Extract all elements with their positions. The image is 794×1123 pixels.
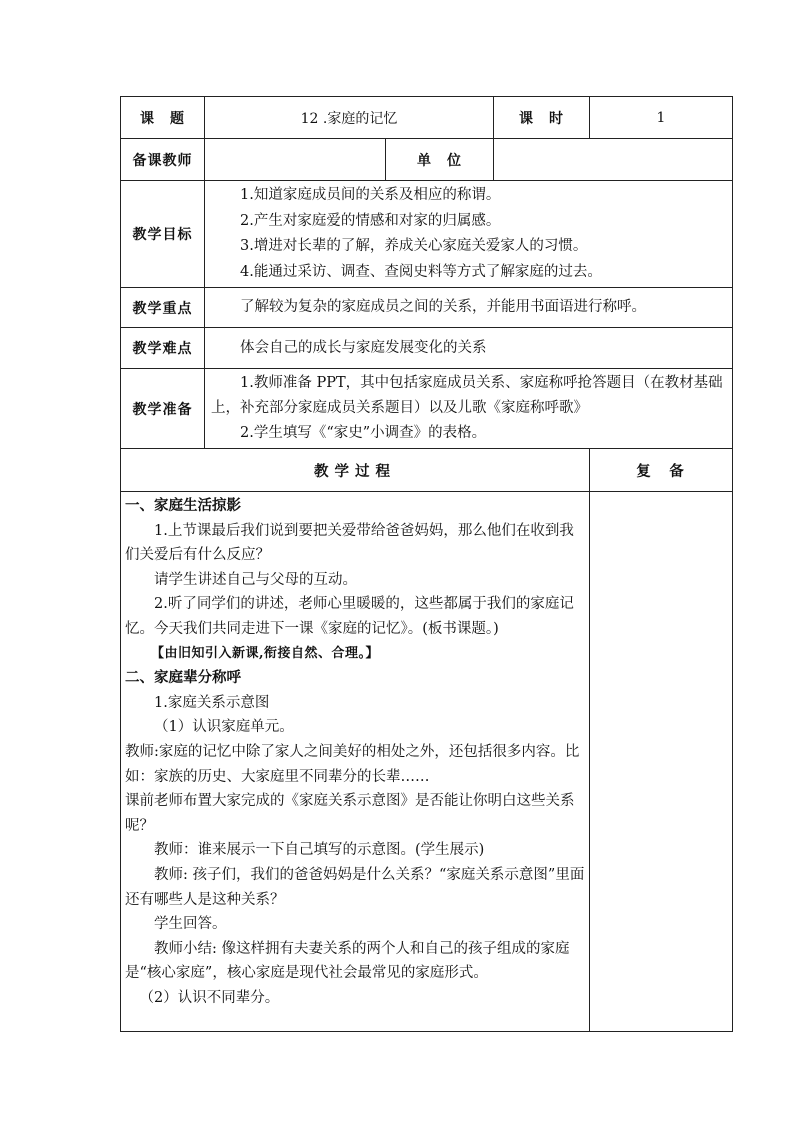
- goal-item: 3.增进对长辈的了解，养成关心家庭关爱家人的习惯。: [240, 238, 588, 254]
- goals-content: [205, 181, 733, 288]
- paragraph: （2）认识不同辈分。: [139, 989, 280, 1006]
- difficulty-text: 体会自己的成长与家庭发展变化的关系: [240, 339, 487, 356]
- unit-label: 单 位: [386, 139, 494, 181]
- process-header: 教学过程: [121, 449, 590, 492]
- row-topic: [121, 97, 733, 139]
- row-process-body: [121, 492, 733, 1032]
- difficulty-content: [205, 328, 733, 369]
- section-title: 一、家庭生活掠影: [125, 497, 241, 514]
- difficulty-label: 教学难点: [121, 328, 205, 369]
- teacher-label: 备课教师: [121, 139, 205, 181]
- topic-value: 12 .家庭的记忆: [205, 97, 494, 139]
- key-point-content: [205, 288, 733, 328]
- lesson-plan: [120, 96, 732, 1032]
- unit-value: [494, 139, 733, 181]
- prep-label: 教学准备: [121, 369, 205, 449]
- paragraph: 教师:家庭的记忆中除了家人之间美好的相处之外，还包括很多内容。比如：家族的历史、大家庭里不同辈分的长辈……: [125, 743, 580, 785]
- prep-content: [205, 369, 733, 449]
- row-difficulty: [121, 328, 733, 369]
- section-title: 二、家庭辈分称呼: [125, 669, 241, 687]
- paragraph: 教师: 孩子们，我们的爸爸妈妈是什么关系？“家庭关系示意图”里面还有哪些人是这种关系？: [125, 866, 585, 908]
- goals-label: 教学目标: [121, 181, 205, 288]
- paragraph: 2.听了同学们的讲述，老师心里暖暖的，这些都属于我们的家庭记忆。今天我们共同走进下一课《家庭的记忆》。(板书课题。): [125, 596, 574, 637]
- period-value: 1: [590, 97, 733, 139]
- review-content: [590, 492, 733, 1032]
- paragraph: 请学生讲述自己与父母的互动。: [154, 571, 357, 588]
- lesson-plan-table: [120, 96, 733, 1032]
- paragraph: 1.家庭关系示意图: [154, 694, 270, 711]
- paragraph: 课前老师布置大家完成的《家庭关系示意图》是否能让你明白这些关系呢？: [125, 793, 575, 834]
- row-goals: [121, 181, 733, 288]
- row-teacher: [121, 139, 733, 181]
- row-key-point: [121, 288, 733, 328]
- row-prep: [121, 369, 733, 449]
- prep-item: 2.学生填写《“家史”小调查》的表格。: [240, 425, 487, 441]
- paragraph: 教师小结: 像这样拥有夫妻关系的两个人和自己的孩子组成的家庭是“核心家庭”，核心家庭是现代社会最常见的家庭形式。: [125, 940, 570, 982]
- paragraph: 教师：谁来展示一下自己填写的示意图。(学生展示): [154, 842, 485, 859]
- key-point-label: 教学重点: [121, 288, 205, 328]
- review-header: 复 备: [590, 449, 733, 492]
- paragraph: 1.上节课最后我们说到要把关爱带给爸爸妈妈，那么他们在收到我们关爱后有什么反应？: [125, 522, 574, 564]
- row-process-header: [121, 449, 733, 492]
- key-point-text: 了解较为复杂的家庭成员之间的关系，并能用书面语进行称呼。: [240, 299, 646, 315]
- teaching-note: 【由旧知引入新课,衔接自然、合理。】: [151, 645, 380, 661]
- paragraph: 学生回答。: [154, 916, 227, 933]
- paragraph: （1）认识家庭单元。: [154, 719, 294, 736]
- process-content: [121, 492, 590, 1032]
- period-label: 课 时: [494, 97, 590, 139]
- goal-item: 4.能通过采访、调查、查阅史料等方式了解家庭的过去。: [240, 263, 602, 280]
- topic-label: 课 题: [121, 97, 205, 139]
- teacher-value: [205, 139, 386, 181]
- prep-item: 1.教师准备 PPT，其中包括家庭成员关系、家庭称呼抢答题目（在教材基础上，补充部分家庭成员关系题目）以及儿歌《家庭称呼歌》: [211, 375, 723, 416]
- goal-item: 1.知道家庭成员间的关系及相应的称谓。: [240, 187, 501, 203]
- goal-item: 2.产生对家庭爱的情感和对家的归属感。: [240, 212, 501, 229]
